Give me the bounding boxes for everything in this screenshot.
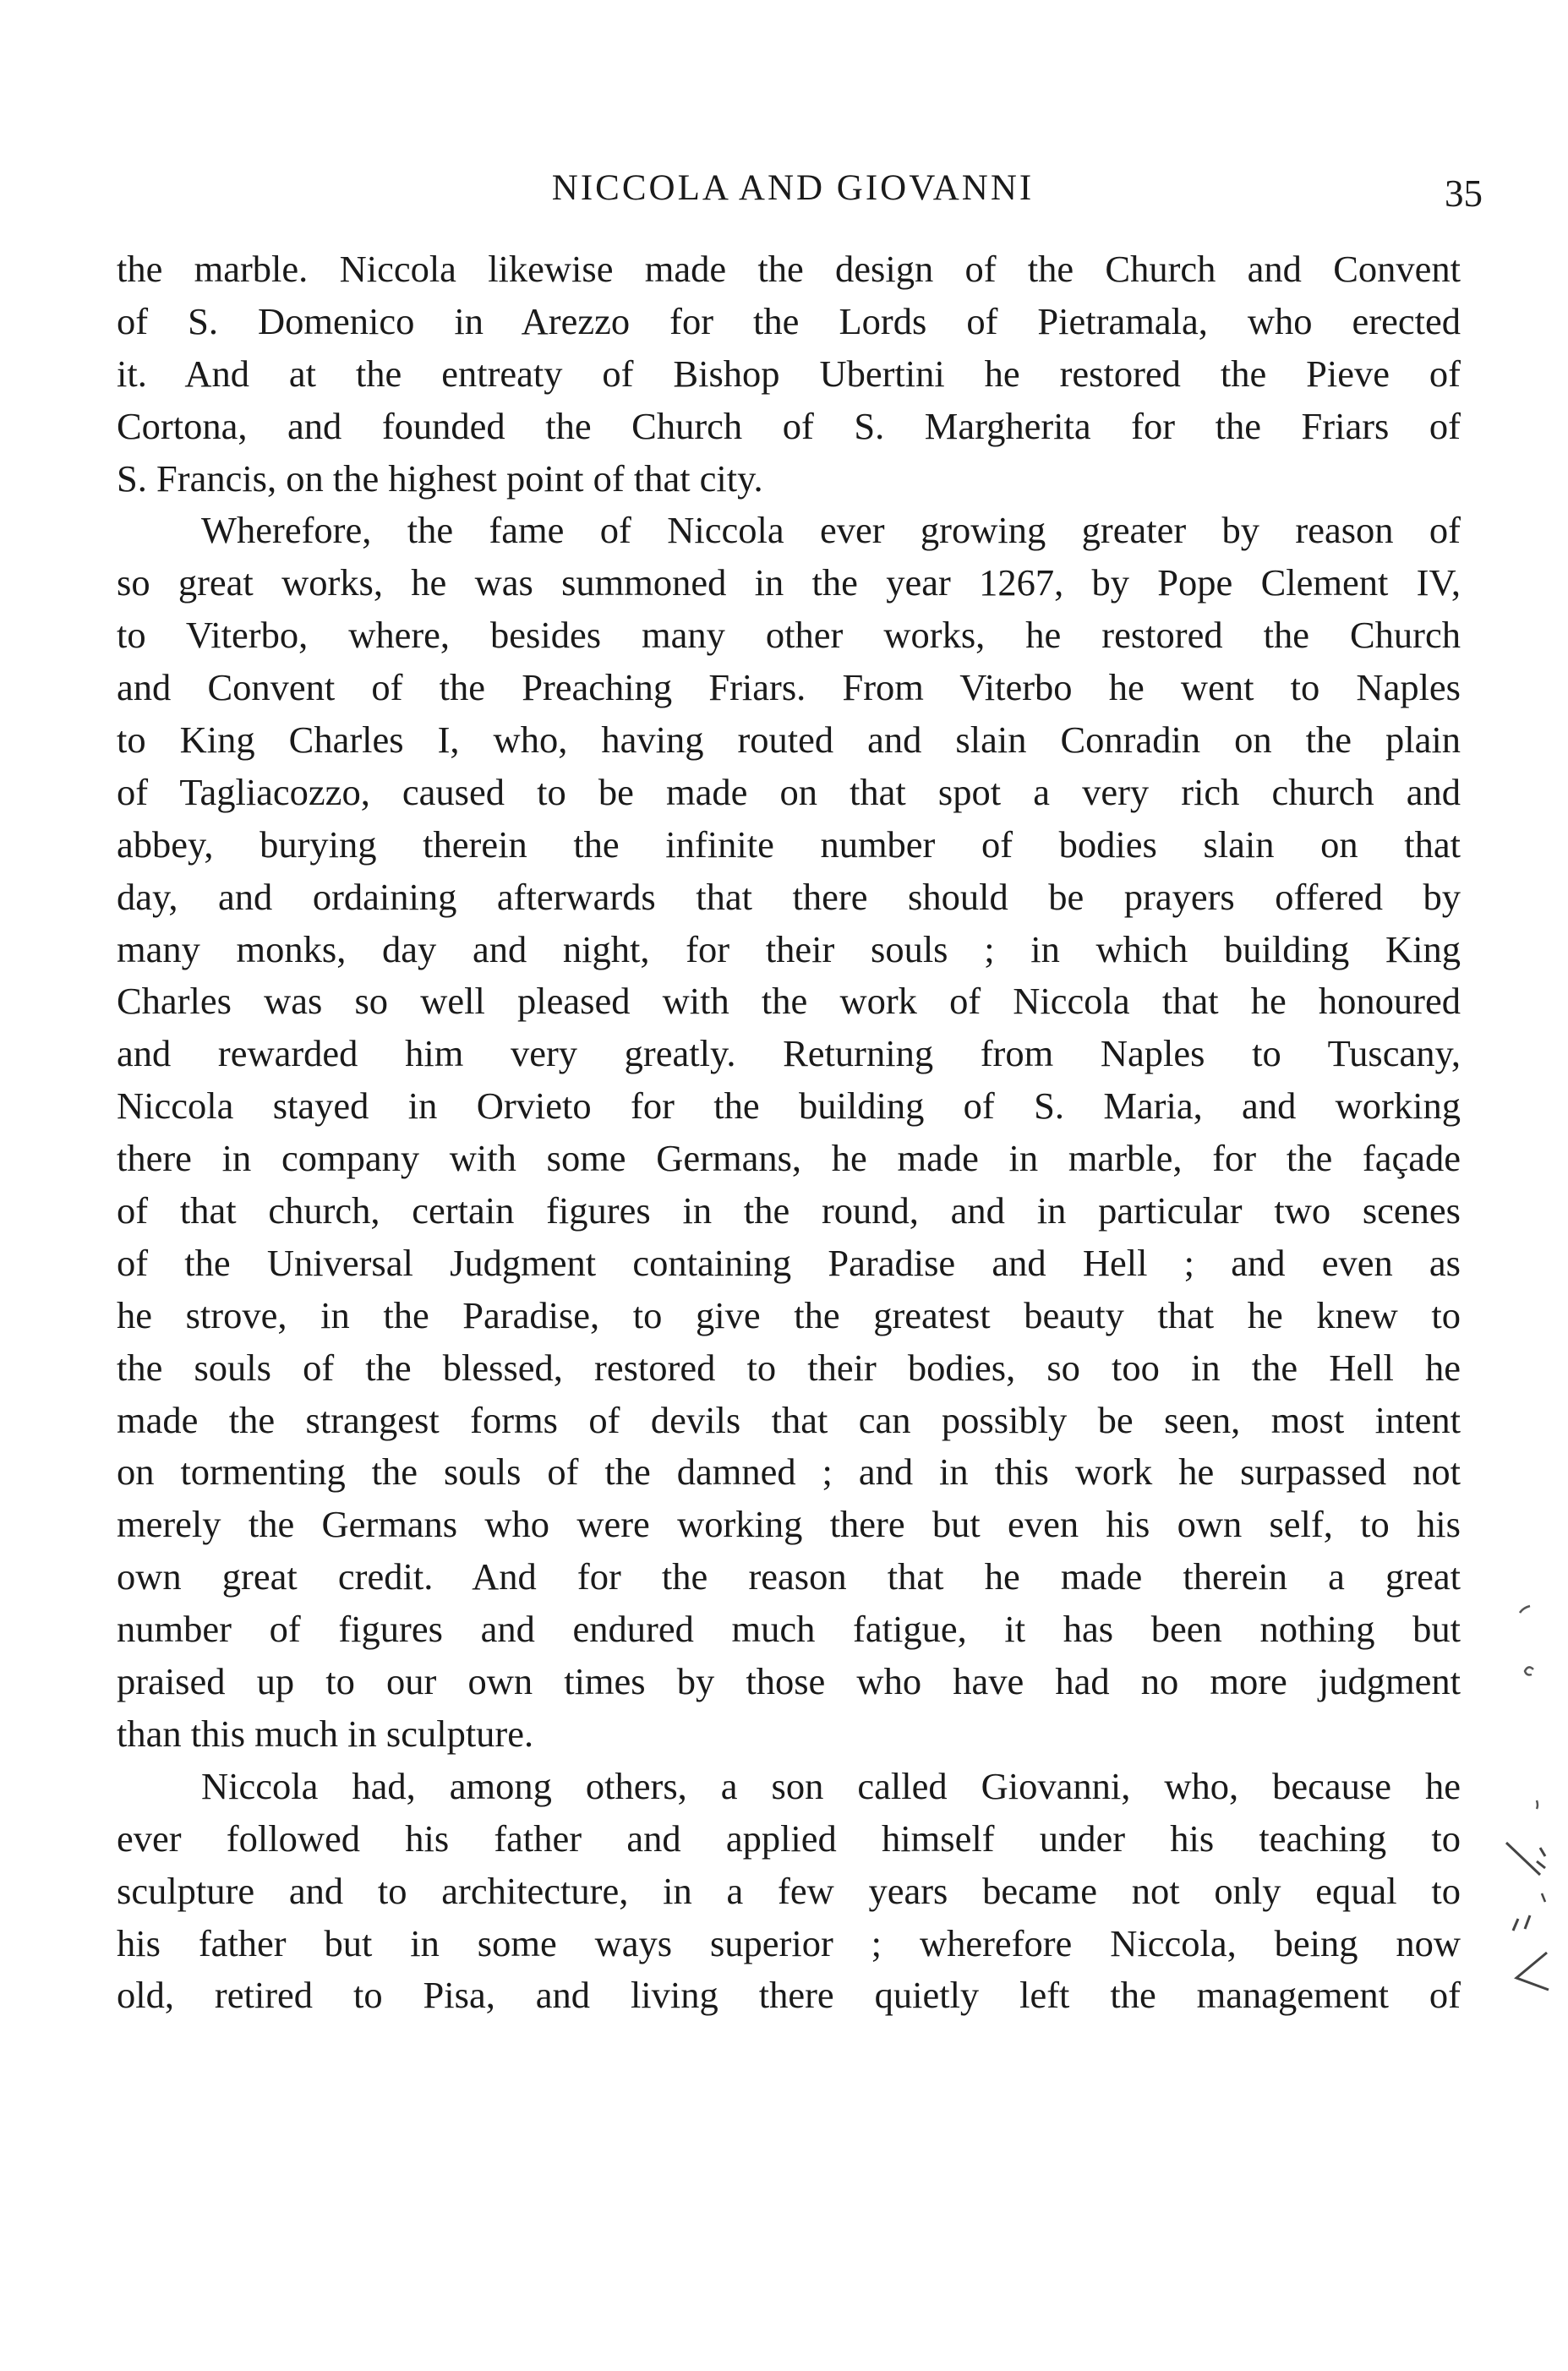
text-line: own great credit. And for the reason that he made therein a great [117, 1555, 1461, 1598]
text-line: the souls of the blessed, restored to their bodies, so too in the Hell he [117, 1346, 1461, 1389]
text-line: there in company with some Germans, he made in marble, for the façade [117, 1137, 1461, 1180]
text-line: ever followed his father and applied himself under his teaching to [117, 1816, 1461, 1860]
text-line: than this much in sculpture. [117, 1712, 534, 1755]
text-line: old, retired to Pisa, and living there quietly left the management of [117, 1974, 1461, 2017]
paragraph-3 [117, 1761, 1461, 2022]
text-line: many monks, day and night, for their souls ; in which building King [117, 927, 1461, 970]
text-line: of S. Domenico in Arezzo for the Lords of Pietramala, who erected [117, 299, 1461, 342]
page-header [117, 159, 1483, 218]
text-line: merely the Germans who were working there but even his own self, to his [117, 1503, 1461, 1546]
text-line: and rewarded him very greatly. Returning from Naples to Tuscany, [117, 1032, 1461, 1075]
text-line: Charles was so well pleased with the work of Niccola that he honoured [117, 980, 1461, 1023]
running-head: NICCOLA AND GIOVANNI [551, 168, 1035, 208]
text-line: it. And at the entreaty of Bishop Ubertini he restored the Pieve of [117, 352, 1461, 395]
text-line: day, and ordaining afterwards that there should be prayers offered by [117, 875, 1461, 918]
text-line: abbey, burying therein the infinite number of bodies slain on that [117, 822, 1461, 866]
text-line: he strove, in the Paradise, to give the greatest beauty that he knew to [117, 1293, 1461, 1336]
text-line: and Convent of the Preaching Friars. From Viterbo he went to Naples [117, 666, 1461, 709]
text-line: praised up to our own times by those who have had no more judgment [117, 1660, 1461, 1703]
text-line: of that church, certain figures in the round, and in particular two scenes [117, 1189, 1461, 1232]
text-line: sculpture and to architecture, in a few years became not only equal to [117, 1869, 1461, 1912]
page-number: 35 [1445, 172, 1483, 215]
text-line: Cortona, and founded the Church of S. Margherita for the Friars of [117, 404, 1461, 447]
text-line: on tormenting the souls of the damned ; and in this work he surpassed not [117, 1450, 1461, 1494]
body-text [117, 243, 1461, 2022]
margin-pencil-marks [1496, 1589, 1564, 2012]
text-line: the marble. Niccola likewise made the design of the Church and Convent [117, 248, 1461, 290]
text-line: his father but in some ways superior ; wherefore Niccola, being now [117, 1921, 1461, 1964]
text-line: made the strangest forms of devils that can possibly be seen, most intent [117, 1398, 1461, 1441]
text-line: Wherefore, the fame of Niccola ever growing greater by reason of [201, 509, 1461, 552]
text-line: Niccola stayed in Orvieto for the building of S. Maria, and working [117, 1084, 1461, 1128]
text-line: of the Universal Judgment containing Paradise and Hell ; and even as [117, 1241, 1461, 1284]
text-line: Niccola had, among others, a son called Giovanni, who, because he [201, 1764, 1461, 1807]
paragraph-1 [117, 243, 1461, 505]
text-line: of Tagliacozzo, caused to be made on that spot a very rich church and [117, 770, 1461, 813]
text-line: to King Charles I, who, having routed and slain Conradin on the plain [117, 718, 1461, 762]
text-line: to Viterbo, where, besides many other works, he restored the Church [117, 614, 1461, 657]
text-line: S. Francis, on the highest point of that city. [117, 456, 763, 500]
paragraph-2 [117, 505, 1461, 1760]
text-line: so great works, he was summoned in the year 1267, by Pope Clement IV, [117, 561, 1461, 604]
text-line: number of figures and endured much fatigue, it has been nothing but [117, 1608, 1461, 1651]
